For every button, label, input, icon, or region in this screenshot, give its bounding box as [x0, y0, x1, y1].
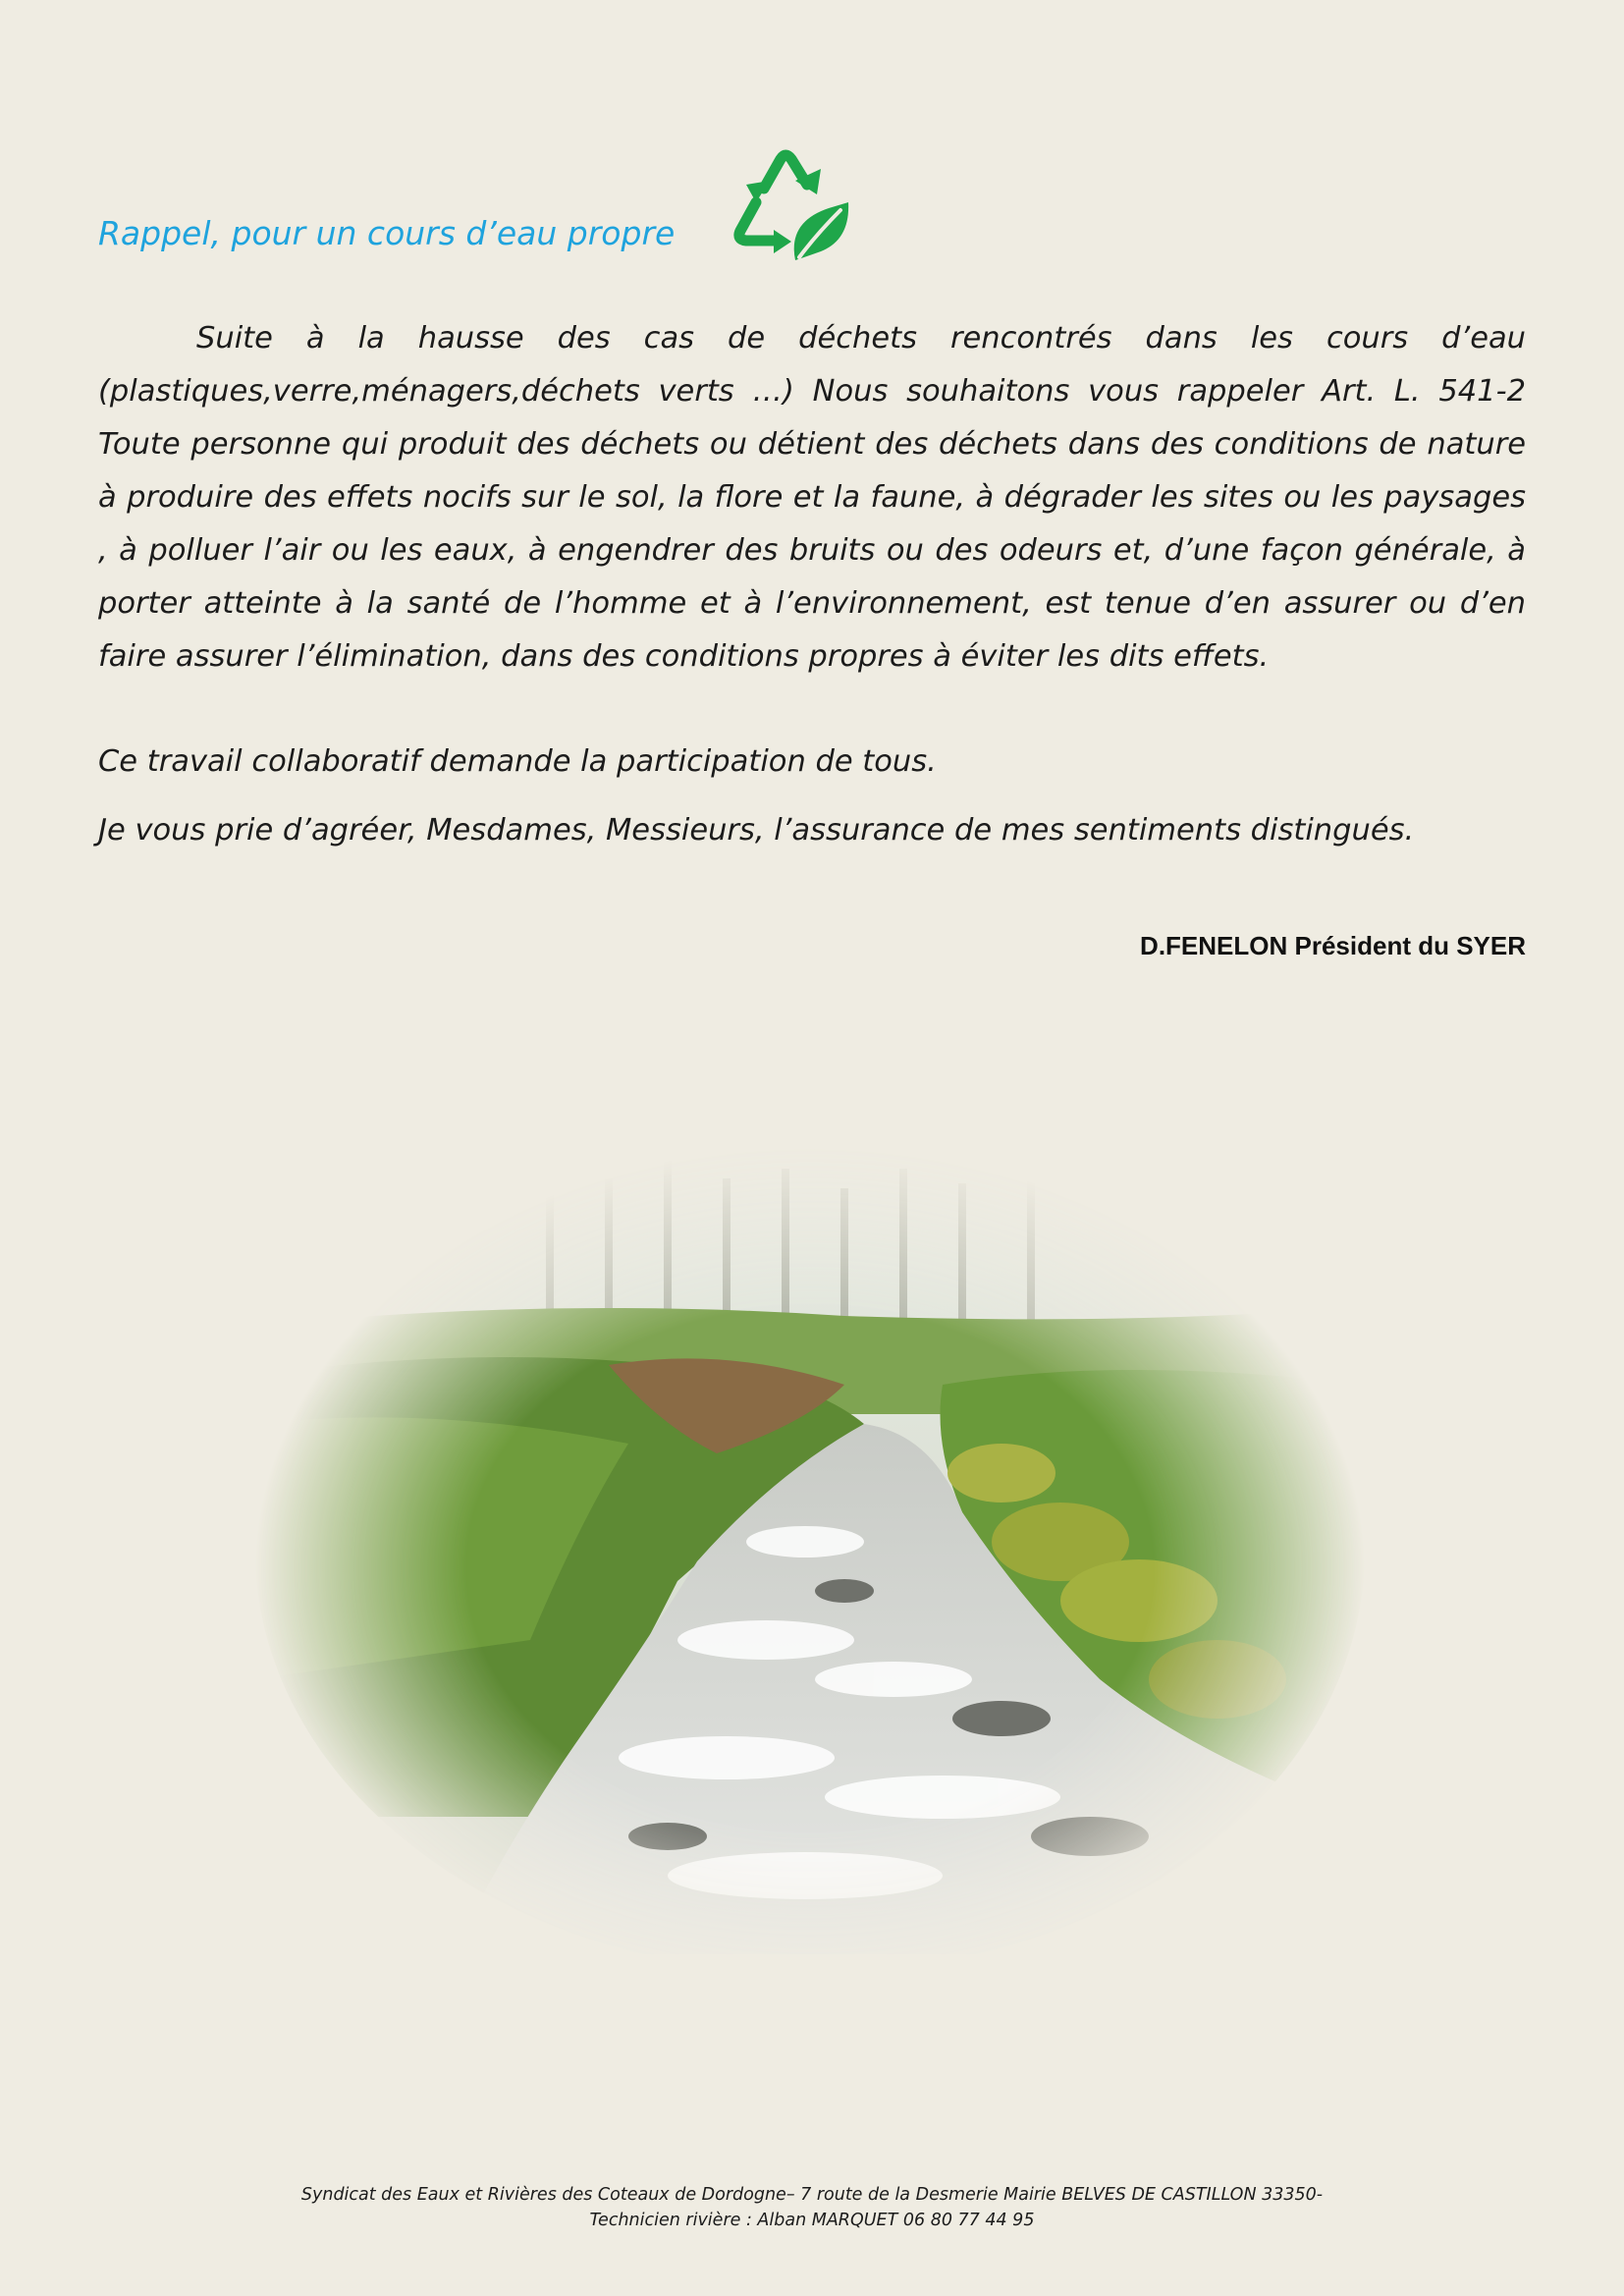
- signature: D.FENELON Président du SYER: [1140, 931, 1526, 960]
- page-title: Rappel, pour un cours d’eau propre: [98, 214, 676, 252]
- recycle-leaf-icon: [727, 137, 854, 265]
- main-paragraph-text: Suite à la hausse des cas de déchets rencontrés dans les cours d’eau (plastiques,verre,ménagers,déchets verts …) Nous souhaitons vous rappeler Art. L. 541-2 Toute personne qui produit des déchets ou détient des déchets dans des conditions de nature à produire des effets nocifs sur le sol, la flore et la faune, à dégrader les sites ou les paysages , à polluer l’air ou les eaux, à engendrer des bruits ou des odeurs et, d’une façon générale, à porter atteinte à la santé de l’homme et à l’environnement, est tenue d’en assurer ou d’en faire assurer l’élimination, dans des conditions propres à éviter les dits effets.: [98, 321, 1526, 674]
- river-stream-photo: [255, 1129, 1365, 1954]
- main-paragraph: [98, 312, 1526, 683]
- collaboration-line: Ce travail collaboratif demande la participation de tous.: [98, 744, 937, 779]
- footer: [0, 2182, 1624, 2233]
- title-row: [98, 137, 982, 275]
- footer-contact: Technicien rivière : Alban MARQUET 06 80 77 44 95: [589, 2211, 1035, 2230]
- footer-address: Syndicat des Eaux et Rivières des Coteaux de Dordogne– 7 route de la Desmerie Mairie BELVES DE CASTILLON 33350-: [300, 2185, 1324, 2205]
- closing-line: Je vous prie d’agréer, Mesdames, Messieurs, l’assurance de mes sentiments distingués.: [98, 813, 1415, 847]
